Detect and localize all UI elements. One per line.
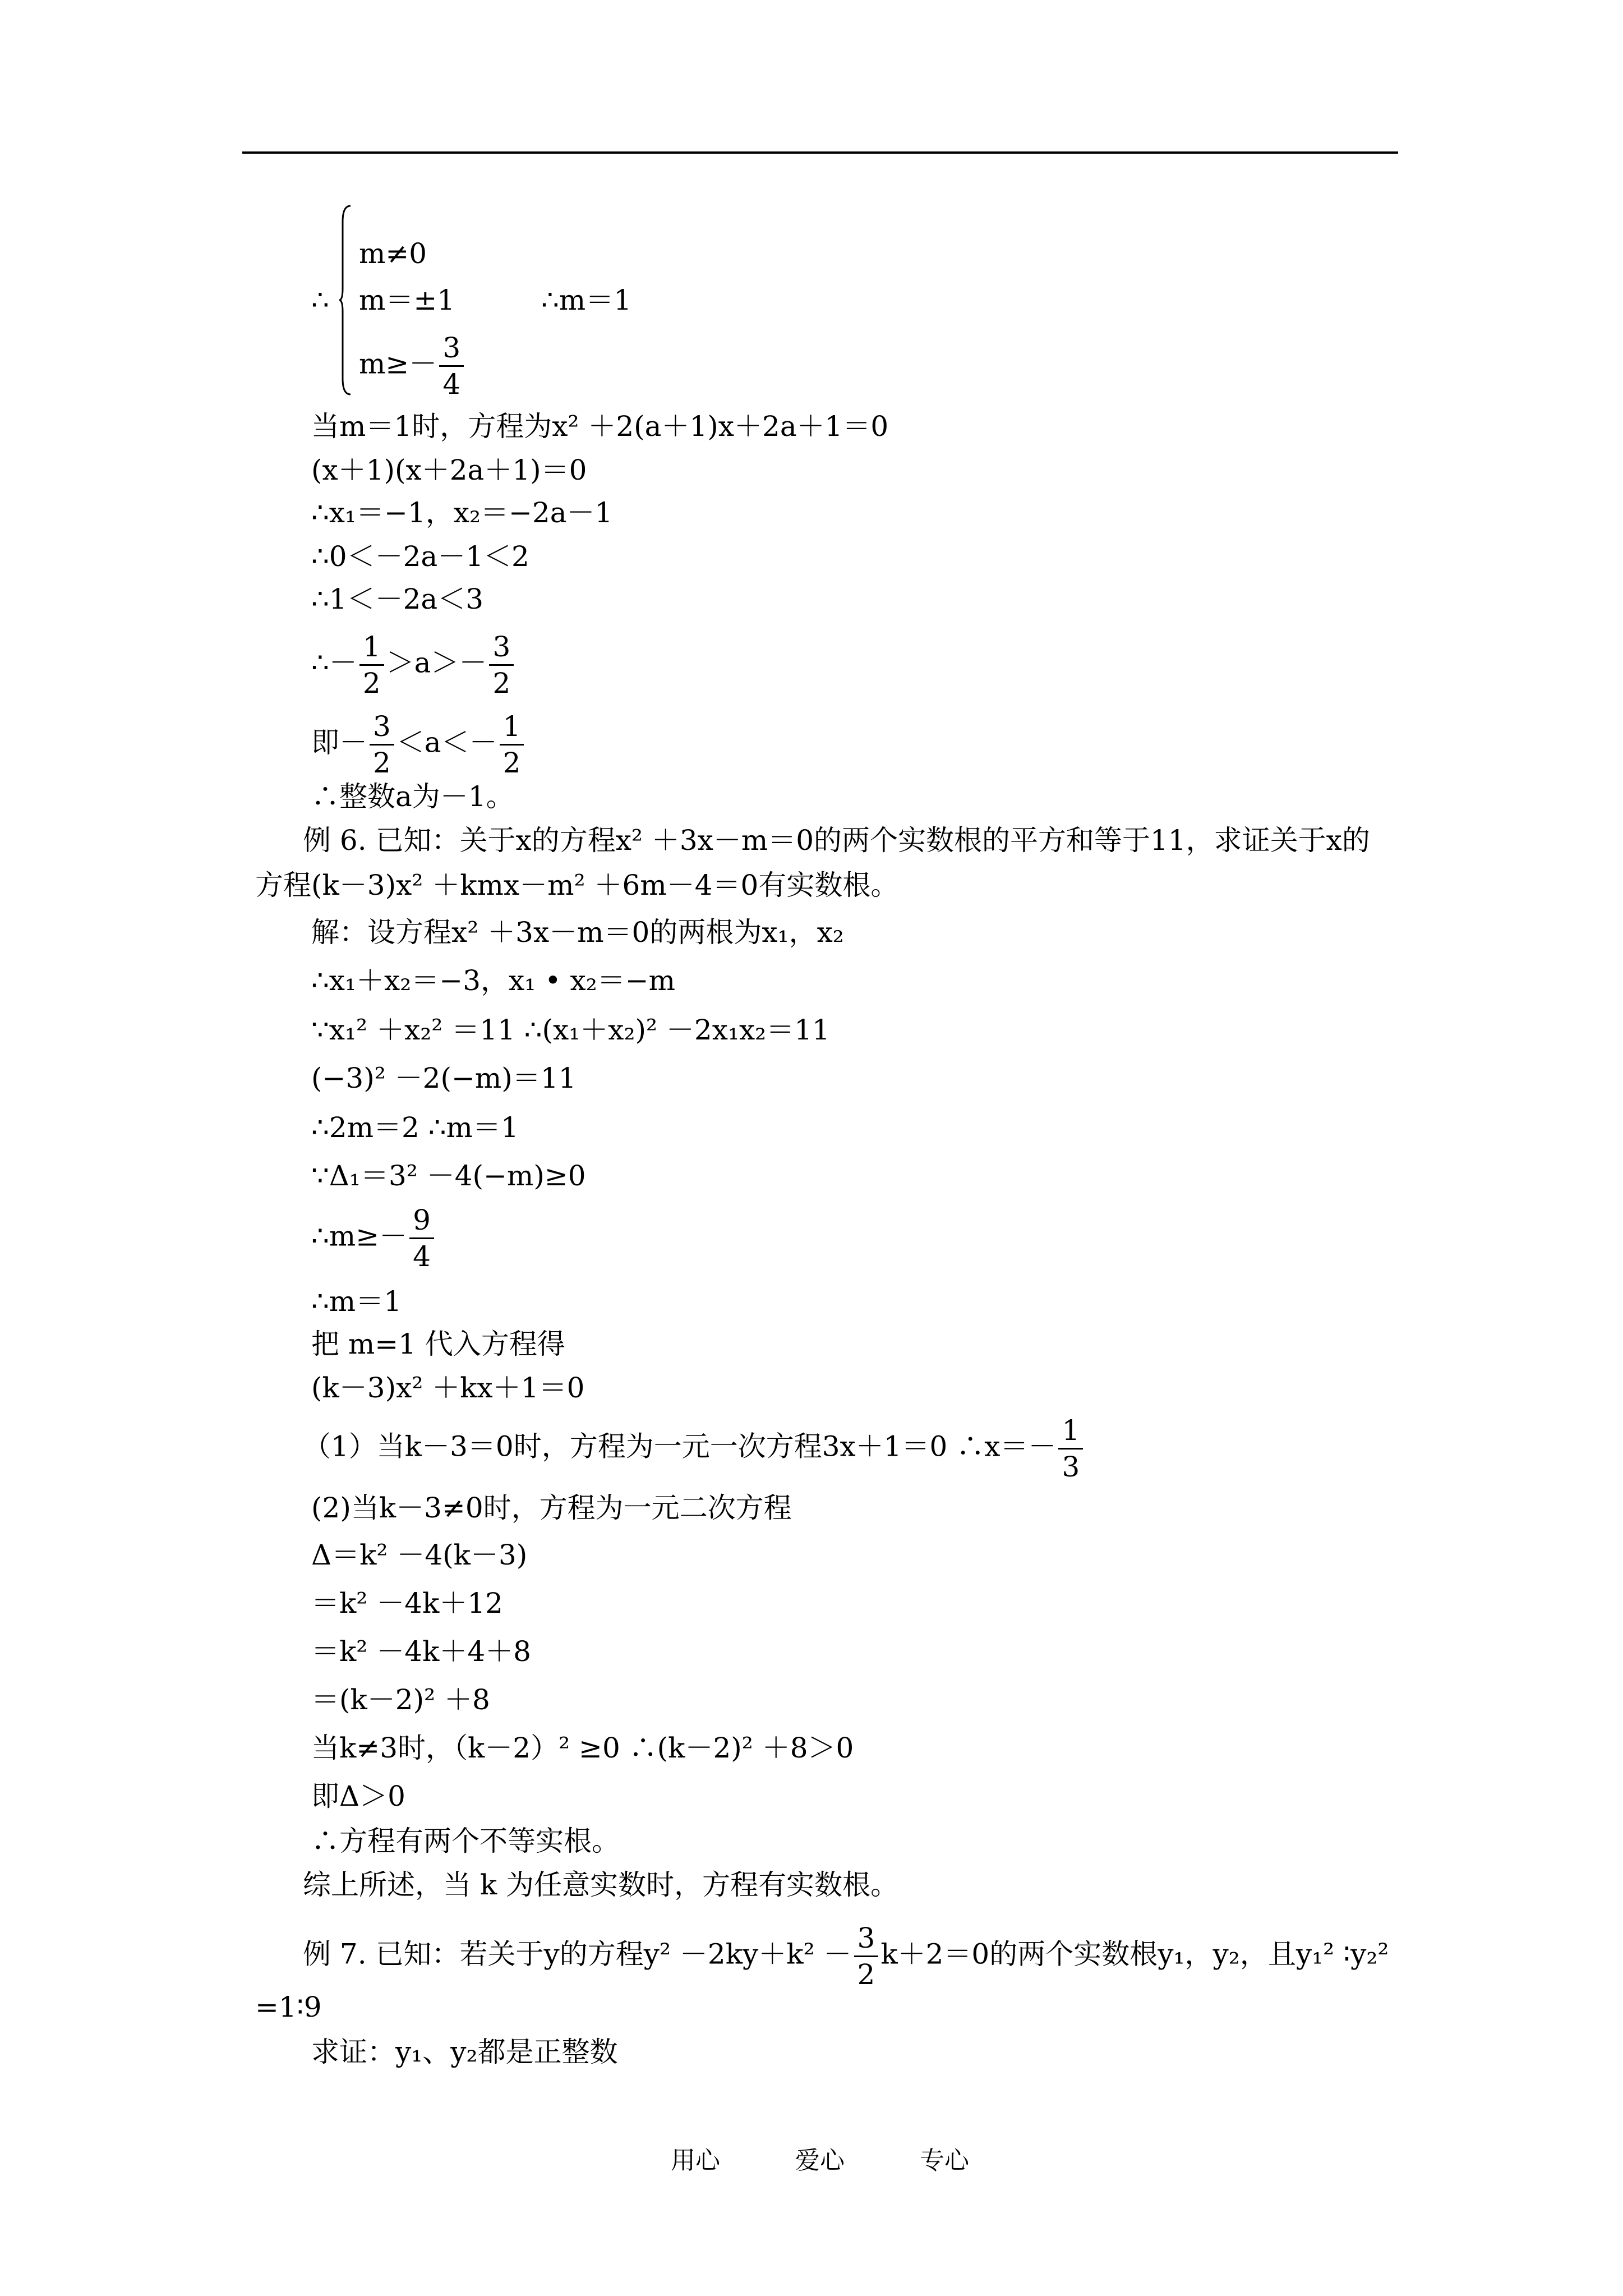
solution-line-10: (k－3)x² ＋kx＋1＝0 xyxy=(311,1372,585,1404)
solution-line-7: ∴m≥－ $\frac{9}{4}$ xyxy=(311,1206,436,1271)
solution-line-13: Δ＝k² －4(k－3) xyxy=(311,1539,528,1571)
line-roots: ∴x₁＝−1，x₂＝−2a－1 xyxy=(311,496,613,529)
therefore-symbol: ∴ xyxy=(311,284,329,316)
line-when-m1: 当m＝1时，方程为x² ＋2(a＋1)x＋2a＋1＝0 xyxy=(311,410,889,443)
line-ineq3: ∴－ $\frac{1}{2}$ ＞a＞－ $\frac{3}{2}$ xyxy=(311,633,516,697)
line-factor: (x＋1)(x＋2a＋1)＝0 xyxy=(311,454,587,486)
solution-line-12: (2)当k－3≠0时，方程为一元二次方程 xyxy=(311,1492,792,1524)
solution-line-14: ＝k² －4k＋12 xyxy=(311,1587,503,1619)
solution-line-19: ∴方程有两个不等实根。 xyxy=(311,1825,620,1857)
example-6-statement: 例 6. 已知：关于x的方程x² ＋3x－m＝0的两个实数根的平方和等于11，求证关于x的 xyxy=(303,824,1370,857)
line-ineq2: ∴1＜－2a＜3 xyxy=(311,583,484,615)
solution-line-9: 把 m=1 代入方程得 xyxy=(311,1328,565,1360)
solution-line-1: 解：设方程x² ＋3x－m＝0的两根为x₁，x₂ xyxy=(311,916,844,949)
header-rule xyxy=(242,151,1398,154)
system-result: ∴m＝1 xyxy=(541,284,632,316)
solution-summary: 综上所述，当 k 为任意实数时，方程有实数根。 xyxy=(303,1869,899,1901)
solution-line-15: ＝k² －4k＋4＋8 xyxy=(311,1635,531,1668)
example-6-statement-cont: 方程(k－3)x² ＋kmx－m² ＋6m－4＝0有实数根。 xyxy=(255,869,899,901)
footer-text-2: 爱心 xyxy=(795,2146,845,2175)
solution-line-16: ＝(k－2)² ＋8 xyxy=(311,1683,490,1716)
condition-m-pm1: m＝±1 xyxy=(359,284,455,316)
example-7-statement-cont: =1∶9 xyxy=(255,1991,322,2023)
example-7-statement: 例 7. 已知：若关于y的方程y² －2ky＋k² － $\frac{3}{2}$ k＋2＝0的两个实数根y₁，y₂，且y₁² ∶y₂² xyxy=(303,1922,1389,1991)
solution-line-6: ∵Δ₁＝3² －4(−m)≥0 xyxy=(311,1159,586,1192)
solution-line-18: 即Δ＞0 xyxy=(311,1780,405,1812)
line-ineq4: 即－ $\frac{3}{2}$ ＜a＜－ $\frac{1}{2}$ xyxy=(311,712,526,777)
line-integer-a: ∴整数a为－1。 xyxy=(311,780,514,813)
condition-m-ge: m≥－ $\frac{3}{4}$ xyxy=(359,334,466,398)
solution-line-2: ∴x₁＋x₂＝−3，x₁ • x₂＝−m xyxy=(311,964,676,997)
solution-line-8: ∴m＝1 xyxy=(311,1285,402,1318)
condition-m-nonzero: m≠0 xyxy=(359,237,427,270)
solution-line-11: （1）当k－3＝0时，方程为一元一次方程3x＋1＝0 ∴x＝－ $\frac{1}{3}$ xyxy=(303,1416,1085,1481)
solution-line-17: 当k≠3时，（k－2）² ≥0 ∴(k－2)² ＋8＞0 xyxy=(311,1732,854,1764)
footer-text-1: 用心 xyxy=(671,2146,720,2175)
solution-line-4: (−3)² －2(−m)＝11 xyxy=(311,1062,577,1094)
left-brace xyxy=(339,205,352,395)
solution-line-5: ∴2m＝2 ∴m＝1 xyxy=(311,1111,519,1144)
solution-line-3: ∵x₁² ＋x₂² ＝11 ∴(x₁＋x₂)² －2x₁x₂＝11 xyxy=(311,1014,830,1046)
line-ineq1: ∴0＜－2a－1＜2 xyxy=(311,540,529,573)
example-7-prove: 求证：y₁、y₂都是正整数 xyxy=(311,2036,618,2068)
footer-text-3: 专心 xyxy=(920,2146,969,2175)
